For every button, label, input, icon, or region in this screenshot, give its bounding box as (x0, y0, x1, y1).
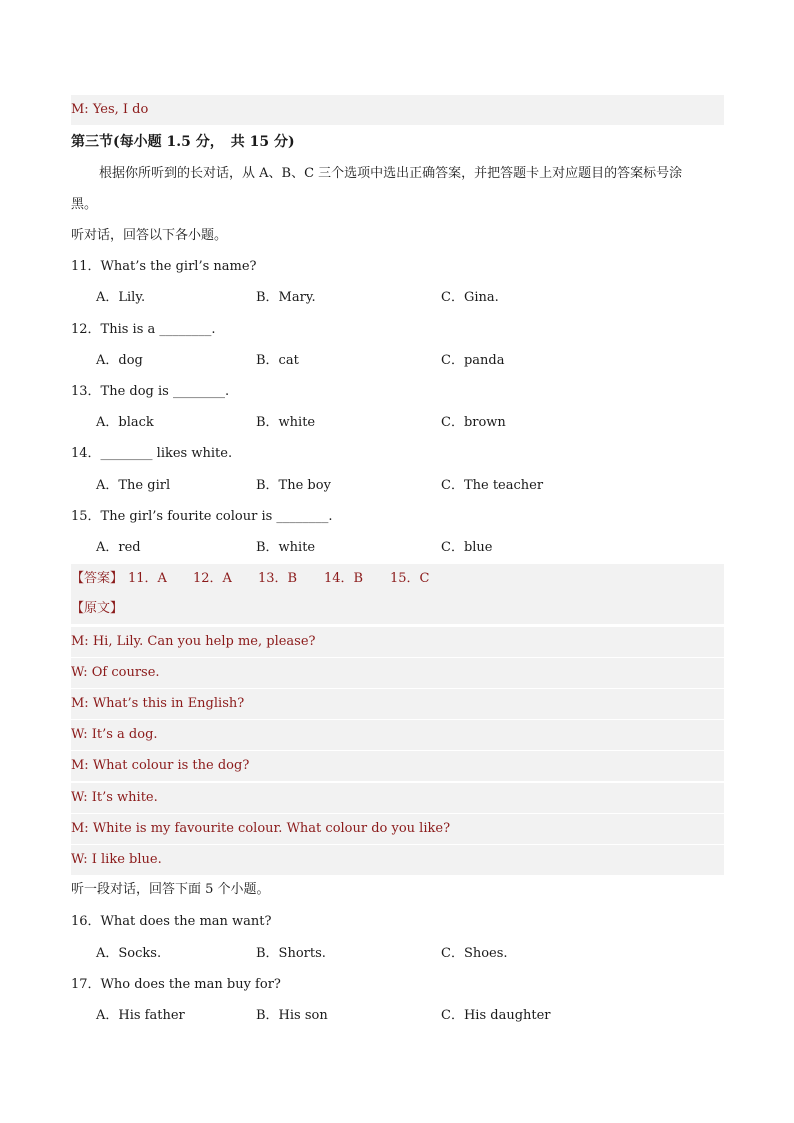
answer-key (71, 564, 724, 594)
transcript-line: M: What colour is the dog? (71, 751, 724, 781)
option-a: A．Lily. (96, 290, 146, 305)
option-c: C．Shoes. (441, 946, 508, 961)
option-b: B．white (256, 540, 316, 555)
option-c: C．The teacher (441, 478, 544, 493)
transcript-label: 【原文】 (71, 594, 724, 624)
answer-label: 【答案】 (71, 571, 124, 586)
option-b: B．cat (256, 353, 299, 368)
transcript-top-line: M: Yes, I do (71, 95, 724, 125)
transcript-line: W: Of course. (71, 658, 724, 688)
transcript-line: M: White is my favourite colour. What colour do you like? (71, 814, 724, 844)
option-c: C．His daughter (441, 1008, 551, 1023)
option-a: A．red (96, 540, 141, 555)
answer-item: 11．A (128, 571, 167, 586)
answer-item: 14．B (324, 571, 364, 586)
question-options (71, 351, 724, 371)
option-b: B．Mary. (256, 290, 316, 305)
question-stem: 17．Who does the man buy for? (71, 977, 281, 992)
question-options (71, 413, 724, 433)
option-b: B．Shorts. (256, 946, 326, 961)
transcript-line: M: Hi, Lily. Can you help me, please? (71, 627, 724, 657)
dialog-2-intro: 听一段对话，回答下面 5 个小题。 (71, 882, 270, 897)
option-a: A．His father (96, 1008, 185, 1023)
question-stem: 11．What’s the girl’s name? (71, 259, 257, 274)
section-heading: 第三节(每小题 1.5 分， 共 15 分) (71, 134, 295, 150)
question-options (71, 1006, 724, 1026)
option-a: A．dog (96, 353, 143, 368)
option-b: B．The boy (256, 478, 331, 493)
option-b: B．white (256, 415, 316, 430)
transcript-line: W: I like blue. (71, 845, 724, 875)
dialog-1-intro: 听对话，回答以下各小题。 (71, 228, 228, 243)
option-c: C．Gina. (441, 290, 499, 305)
question-options (71, 944, 724, 964)
instruction-line-1: 根据你所听到的长对话，从 A、B、C 三个选项中选出正确答案，并把答题卡上对应题目的答案标号涂 (99, 166, 683, 181)
answer-item: 13．B (258, 571, 298, 586)
option-a: A．black (96, 415, 154, 430)
option-c: C．panda (441, 353, 505, 368)
question-stem: 14．________ likes white. (71, 446, 233, 461)
answer-item: 12．A (193, 571, 232, 586)
question-options (71, 288, 724, 308)
option-a: A．Socks. (96, 946, 162, 961)
question-options (71, 476, 724, 496)
question-stem: 12．This is a ________. (71, 322, 216, 337)
question-options (71, 538, 724, 558)
question-stem: 16．What does the man want? (71, 914, 272, 929)
question-stem: 15．The girl’s fourite colour is ________. (71, 509, 333, 524)
answer-item: 15．C (390, 571, 430, 586)
option-b: B．His son (256, 1008, 328, 1023)
instruction-line-2: 黑。 (71, 197, 98, 212)
question-stem: 13．The dog is ________. (71, 384, 230, 399)
option-a: A．The girl (96, 478, 171, 493)
transcript-line: M: What’s this in English? (71, 689, 724, 719)
transcript-line: W: It’s white. (71, 783, 724, 813)
option-c: C．brown (441, 415, 506, 430)
option-c: C．blue (441, 540, 493, 555)
transcript-line: W: It’s a dog. (71, 720, 724, 750)
